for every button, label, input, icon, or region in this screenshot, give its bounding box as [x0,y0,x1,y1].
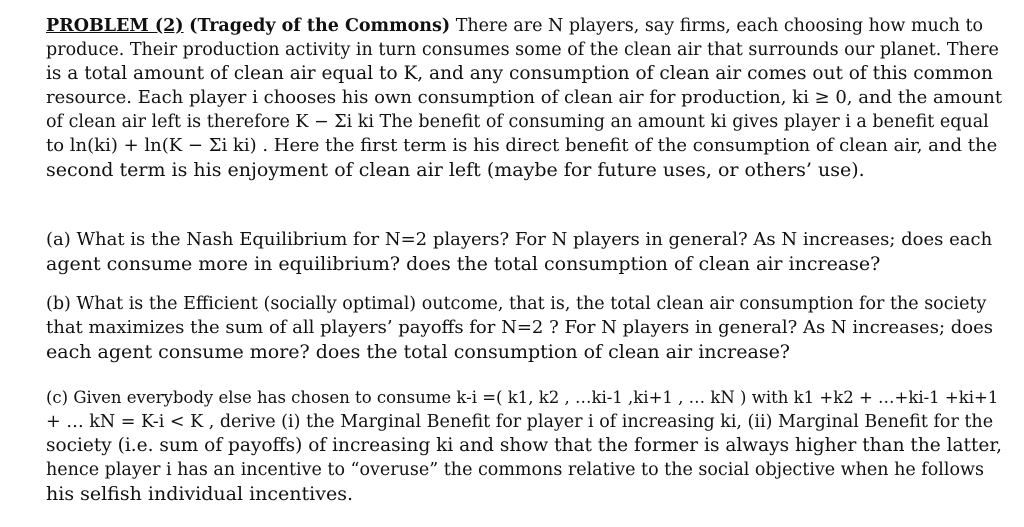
problem-line-2: produce. Their production activity in turn consumes some of the clean air that surrounds our planet. There [46,40,999,60]
part-c-line-3: society (i.e. sum of payoffs) of increasing ki and show that the former is always higher than the latter, [46,435,1003,456]
part-c-line-2: + … kN = K-i < K , derive (i) the Marginal Benefit for player i of increasing ki, (ii) Marginal Benefit for the [46,412,994,432]
problem-line-5: of clean air left is therefore K − Σi ki The benefit of consuming an amount ki gives player i a benefit equal [46,112,989,132]
problem-line-1: PROBLEM (2) (Tragedy of the Commons) There are N players, say firms, each choosing how much to [46,16,984,36]
part-b-line-2: that maximizes the sum of all players’ payoffs for N=2 ? For N players in general? As N increases; does [46,317,993,338]
part-a-line-2: agent consume more in equilibrium? does the total consumption of clean air increase? [46,253,881,275]
part-b-line-3: each agent consume more? does the total consumption of clean air increase? [46,341,790,363]
problem-heading: PROBLEM (2) [46,16,184,36]
part-c [46,386,1006,506]
problem-line-3: is a total amount of clean air equal to K, and any consumption of clean air comes out of this common [46,63,993,84]
part-c-line-4: hence player i has an incentive to “overuse” the commons relative to the social objective when he follows [46,460,985,480]
problem-line-6: to ln(ki) + ln(K − Σi ki) . Here the first term is his direct benefit of the consumption of clean air, and the [46,135,998,156]
part-a [46,228,1006,276]
part-b-line-1: (b) What is the Efficient (socially optimal) outcome, that is, the total clean air consumption for the society [46,294,987,314]
part-c-line-5: his selfish individual incentives. [46,483,353,505]
problem-statement [46,14,1006,182]
part-c-line-1: (c) Given everybody else has chosen to consume k-i =( k1, k2 , …ki-1 ,ki+1 , … kN ) with k1 +k2 + …+ki-1 +ki+1 [46,388,999,407]
problem-subheading: (Tragedy of the Commons) [189,16,451,36]
problem-line-7: second term is his enjoyment of clean air left (maybe for future uses, or others’ use). [46,159,865,181]
part-b [46,292,1006,364]
part-a-line-1: (a) What is the Nash Equilibrium for N=2 players? For N players in general? As N increases; does each [46,229,993,250]
problem-line-4: resource. Each player i chooses his own consumption of clean air for production, ki ≥ 0, and the amount [46,87,1003,108]
